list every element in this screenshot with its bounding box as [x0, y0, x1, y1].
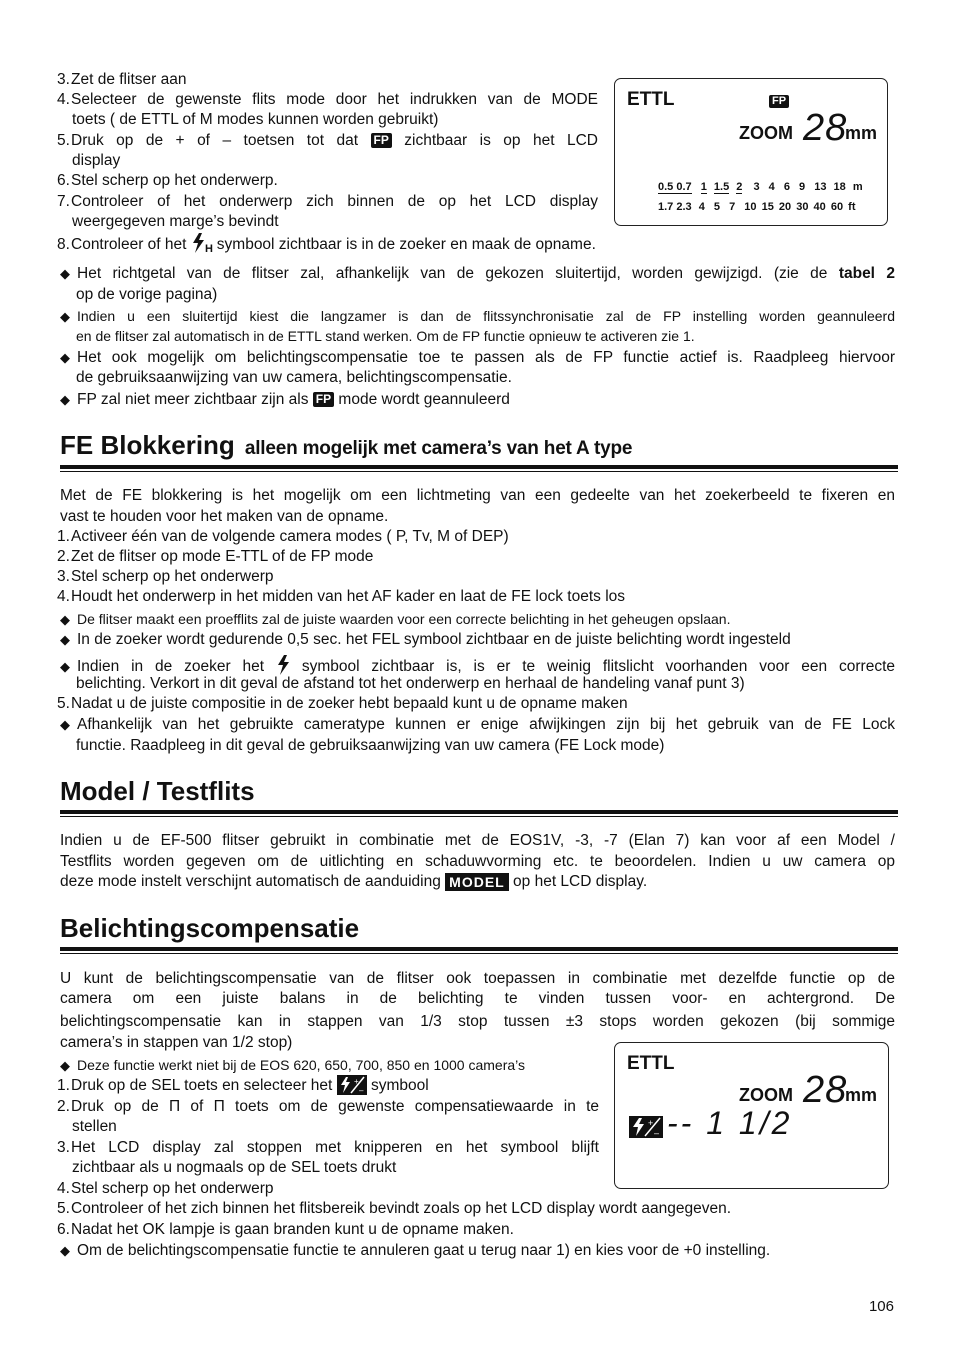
- comp-line-1: U kunt de belichtingscompensatie van de flitser ook toepassen in combinatie met dezelfde functie op de: [60, 970, 895, 987]
- model-line-1: Indien u de EF-500 flitser gebruikt in combinatie met de EOS1V, -3, -7 (Elan 7) kan voor af een Model /: [60, 832, 895, 849]
- comp-note: ◆ Deze functie werkt niet bij de EOS 620, 650, 700, 850 en 1000 camera’s: [60, 1057, 526, 1073]
- heading-rule: [60, 947, 898, 954]
- lcd-zoom-unit: mm: [845, 123, 878, 143]
- svg-text:+: +: [648, 1118, 654, 1128]
- note-2: ◆ Indien u een sluitertijd kiest die langzamer is dan de flitssynchronisatie zal de FP instelling worden geannuleerd: [60, 308, 895, 324]
- fp-badge-icon: FP: [371, 133, 392, 148]
- comp-step-5: 5.Controleer of het zich binnen het flitsbereik bevindt zoals op het LCD display wordt aangegeven.: [57, 1200, 732, 1217]
- note-2-cont: en de flitser zal automatisch in de ETTL stand werken. Om de FP functie opnieuw te activeren zie 1.: [76, 328, 695, 344]
- step-3: 3.Zet de flitser aan: [57, 71, 187, 88]
- fe-note-1: ◆ De flitser maakt een proefflits zal de juiste waarden voor een correcte belichting in het geheugen opslaan.: [60, 611, 731, 627]
- fe-note-4: ◆ Afhankelijk van het gebruikte cameratype kunnen er enige afwijkingen zijn bij het gebruik van de FE Lock: [60, 716, 895, 733]
- flash-icon: [276, 654, 290, 676]
- comp-step-2: 2.Druk op de Π of Π toets om de gewenste compensatiewaarde in te: [57, 1098, 599, 1115]
- note-3: ◆ Het ook mogelijk om belichtingscompensatie toe te passen als de FP functie actief is. Raadpleeg hiervoor: [60, 349, 895, 366]
- note-4: ◆ FP zal niet meer zichtbaar zijn als FP mode wordt geannuleerd: [60, 391, 510, 408]
- lcd-zoom-unit: mm: [845, 1085, 878, 1105]
- comp-step-4: 4.Stel scherp op het onderwerp: [57, 1180, 274, 1197]
- fe-step-2: 2.Zet de flitser op mode E-TTL of de FP mode: [57, 548, 374, 565]
- comp-step-3-cont: zichtbaar als u nogmaals op de SEL toets drukt: [72, 1159, 397, 1176]
- step-5-cont: display: [72, 152, 121, 169]
- step-8: 8.Controleer of het H symbool zichtbaar is in de zoeker en maak de opname.: [57, 232, 596, 255]
- comp-line-2: camera om een juiste balans in de belichting te vinden tussen voor- en achtergrond. De: [60, 990, 895, 1007]
- step-4: 4.Selecteer de gewenste flits mode door het indrukken van de MODE: [57, 91, 598, 108]
- lcd-fp-icon: FP: [769, 93, 789, 111]
- model-line-3: deze mode instelt verschijnt automatisch de aanduiding MODEL op het LCD display.: [60, 873, 648, 890]
- lcd-display-fp: [614, 78, 888, 226]
- lcd-zoom-label: ZOOM: [739, 123, 793, 143]
- comp-line-3: belichtingscompensatie kan in stappen van 1/3 stop tussen ±3 stops worden gekozen (bij sommige: [60, 1013, 895, 1030]
- step-7: 7.Controleer of het onderwerp zich binnen de op het LCD display: [57, 193, 598, 210]
- model-badge-icon: MODEL: [445, 873, 509, 891]
- comp-step-1: 1.Druk op de SEL toets en selecteer het + – symbool: [57, 1077, 429, 1095]
- note-3-cont: de gebruiksaanwijzing van uw camera, belichtingscompensatie.: [76, 369, 512, 386]
- fe-intro-1: Met de FE blokkering is het mogelijk om een lichtmeting van een gedeelte van het zoekerbeeld te fixeren en: [60, 487, 895, 504]
- svg-text:–: –: [654, 1128, 660, 1138]
- lcd-mode: ETTL: [627, 89, 675, 110]
- fe-step-5: 5.Nadat u de juiste compositie in de zoeker hebt bepaald kunt u de opname maken: [57, 695, 628, 712]
- fe-intro-2: vast te houden voor het maken van de opname.: [60, 508, 389, 525]
- flash-h-icon: [191, 232, 217, 254]
- step-5: 5.Druk op de + of – toetsen tot dat FP zichtbaar is op het LCD: [57, 132, 598, 149]
- heading-fe-blokkering: FE Blokkering alleen mogelijk met camera’s van het A type: [60, 430, 633, 460]
- lcd-zoom-value: 28: [803, 107, 848, 149]
- svg-text:–: –: [358, 1086, 364, 1095]
- lcd-display-compensation: [614, 1042, 889, 1189]
- flash-compensation-icon: [337, 1075, 367, 1095]
- page-number: 106: [868, 1298, 894, 1315]
- comp-step-6: 6.Nadat het OK lampje is gaan branden kunt u de opname maken.: [57, 1221, 514, 1238]
- heading-rule: [60, 465, 898, 472]
- comp-step-2-cont: stellen: [72, 1118, 117, 1135]
- lcd-zoom-label: ZOOM: [739, 1085, 793, 1105]
- step-6: 6.Stel scherp op het onderwerp.: [57, 172, 278, 189]
- fe-note-4-cont: functie. Raadpleeg in dit geval de gebruiksaanwijzing van uw camera (FE Lock mode): [76, 737, 665, 754]
- fe-note-3-cont: belichting. Verkort in dit geval de afstand tot het onderwerp en herhaal de handeling vanaf punt 3): [76, 675, 745, 692]
- fe-note-2: ◆ In de zoeker wordt gedurende 0,5 sec. het FEL symbool zichtbaar en de juiste belichting wordt ingesteld: [60, 631, 791, 648]
- svg-text:H: H: [204, 243, 213, 254]
- fp-badge-icon: FP: [313, 392, 334, 407]
- comp-step-3: 3.Het LCD display zal stoppen met knipperen en het symbool blijft: [57, 1139, 599, 1156]
- step-4-cont: toets ( de ETTL of M modes kunnen worden gebruikt): [72, 111, 439, 128]
- lcd-zoom-value: 28: [803, 1069, 848, 1111]
- lcd-flash-compensation-icon: [629, 1116, 663, 1138]
- model-line-2: Testflits worden gegeven om de uitlichting en schaduwvorming etc. te beoordelen. Indien u uw camera op: [60, 853, 895, 870]
- fe-note-3: ◆ Indien in de zoeker het symbool zichtbaar is, is er te weinig flitslicht voorhanden voor een correcte: [60, 654, 895, 677]
- lcd-scale-feet: 1.7 2.3 4 5 7 10 15 20 30 40 60 ft: [658, 201, 856, 213]
- lcd-scale-meters: 0.5 0.7 1 1.5 2 3 4 6 9 13 18 m: [658, 181, 863, 193]
- fe-step-4: 4.Houdt het onderwerp in het midden van het AF kader en laat de FE lock toets los: [57, 588, 626, 605]
- heading-model-testflits: Model / Testflits: [60, 776, 255, 806]
- step-7-cont: weergegeven marge’s bevindt: [72, 213, 279, 230]
- fe-step-3: 3.Stel scherp op het onderwerp: [57, 568, 274, 585]
- lcd-mode: ETTL: [627, 1053, 675, 1074]
- comp-final-note: ◆ Om de belichtingscompensatie functie te annuleren gaat u terug naar 1) en kies voor de +0 instelling.: [60, 1242, 771, 1259]
- heading-belichtingscompensatie: Belichtingscompensatie: [60, 913, 360, 943]
- note-1: ◆ Het richtgetal van de flitser zal, afhankelijk van de gekozen sluitertijd, worden gewijzigd. (zie de tabel 2: [60, 265, 895, 282]
- heading-rule: [60, 810, 898, 817]
- comp-line-4: camera’s in stappen van 1/2 stop): [60, 1034, 293, 1051]
- svg-text:+: +: [353, 1077, 359, 1086]
- lcd-compensation-value: -- 1 1/2: [667, 1105, 793, 1141]
- note-1-cont: op de vorige pagina): [76, 286, 218, 303]
- fe-step-1: 1.Activeer één van de volgende camera modes ( P, Tv, M of DEP): [57, 528, 509, 545]
